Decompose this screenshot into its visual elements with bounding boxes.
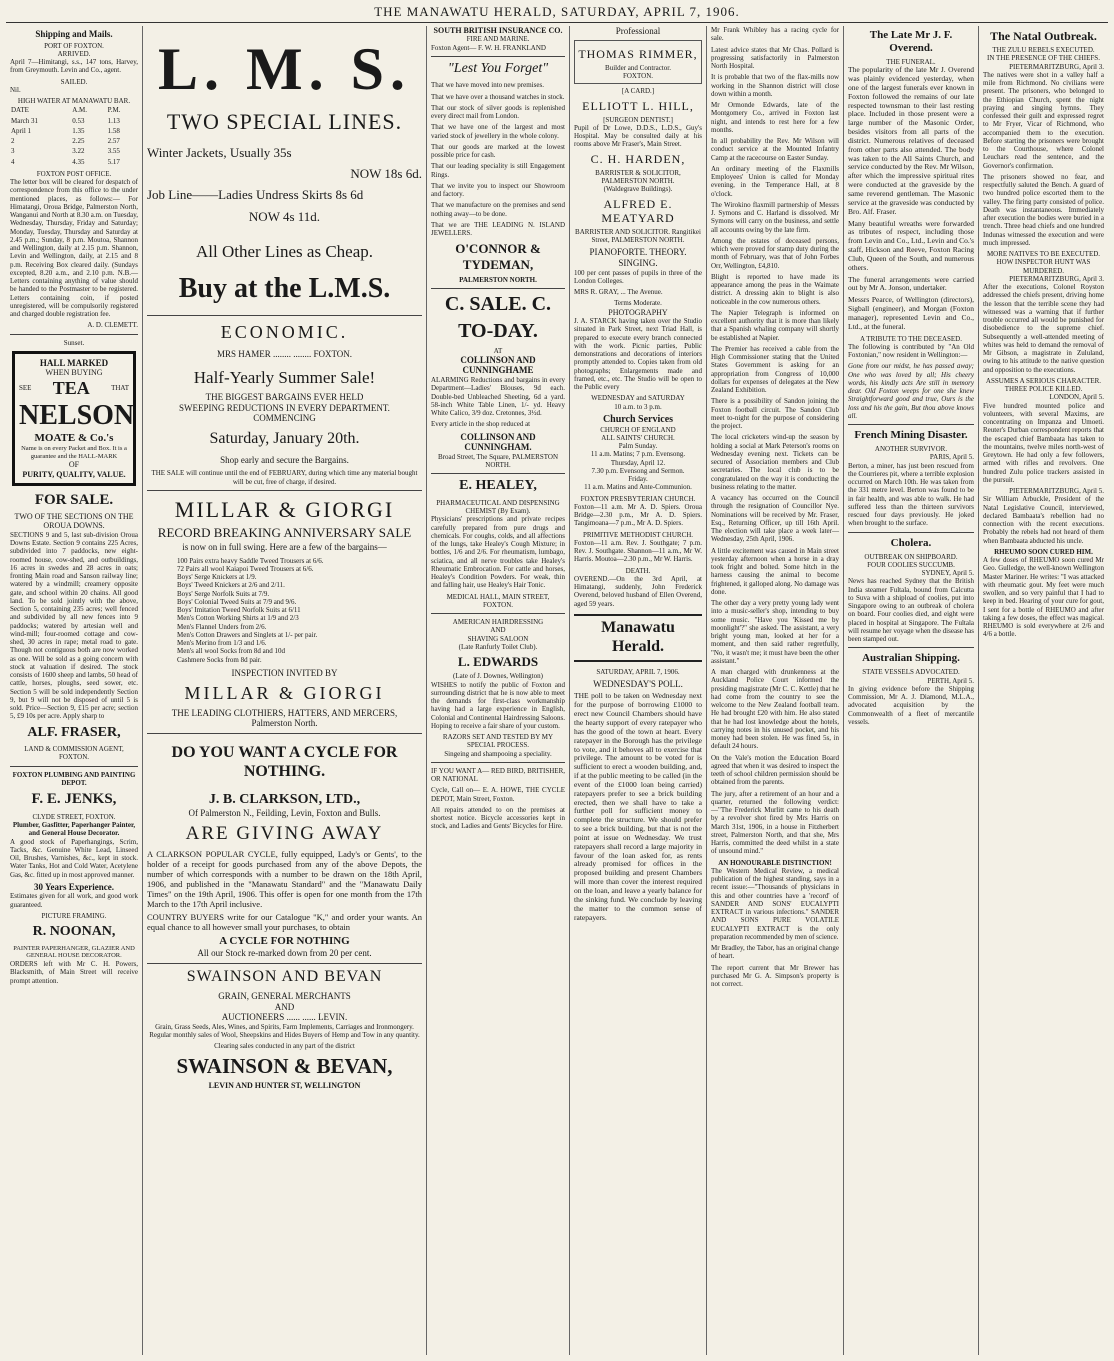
cholera-text: News has reached Sydney that the British India steamer Fultala, bound from Calcutta to Suva with a shipload of coolies, put into Singapore owing to an outbreak of cholera on board. Four coolies died, and eight were placed in hospital at Singapore. The Fultala will resume her voyage when the disease has been stamped out. xyxy=(848,577,974,644)
port-heading: PORT OF FOXTON. xyxy=(44,41,104,50)
bargain-item: Boys' Serge Knickers at 1/9. xyxy=(177,573,257,582)
mrs-gray: MRS R. GRAY, ... The Avenue. xyxy=(574,288,663,297)
bargain-item: Boys' Tweed Knickers at 2/6 and 2/11. xyxy=(177,581,285,590)
wednesdays-poll-text: THE poll to be taken on Wednesday next for the purpose of borrowing £1000 to erect new Council Chambers should have the hearty support of every ratepayer who has the good of the town at heart. Every ratepayer in the Borough has the privilege to vote, and it behoves all to exercise that privilege. The amount to be voted for is sufficient to erect a wooden building, and, if at the public meeting to be called (in the event of the £1000 loan being carried) ratepayers prefer to see a brick building erected, then we shall have to take a further poll for sufficient money to complete the structure. We should prefer to see a brick building, but that is not the point at issue on Wednesday. We trust ratepayers shall record a large majority in favour of the loan asked for, as rents already promised for offices in the proposed building and present Chambers will more than cover the interest required on the loan, and leave a yearly balance for the sinking fund. We conclude by leaving the matter to the common sense of ratepayers. xyxy=(574,691,702,922)
mrs-hamer: MRS HAMER ........ ........ FOXTON. xyxy=(216,349,353,360)
rimmer-place: FOXTON. xyxy=(622,72,653,81)
collinson-name: COLLINSON AND CUNNINGHAM. xyxy=(460,431,536,453)
methodist-text: Foxton—11 a.m. Rev. J. Southgate; 7 p.m. Rev. J. Southgate. Shannon—11 a.m., Mr W. Harris. Moutoa—2.30 p.m., Mr W. Harris. xyxy=(574,538,702,564)
tide-cell: 3.22 xyxy=(72,147,85,156)
arrived-text: April 7—Himitangi, s.s., 147 tons, Harvey, from Greymouth. Levin and Co., agent. xyxy=(10,58,138,75)
fraser-subtitle: LAND & COMMISSION AGENT, FOXTON. xyxy=(24,745,124,762)
bargain-item: Boys' Colonial Tweed Suits at 7/9 and 9/6. xyxy=(177,597,297,606)
jenks-text: A good stock of Paperhangings, Scrim, Tacks, &c. Genuine White Lead, Linseed Oil, Brushes, Varnishes, &c., kept in stock. Water Tanks, Hot and Cold Water, Acetylene Gas, &c. fitted up in most approved manner. xyxy=(10,837,138,879)
tide-row xyxy=(10,136,138,146)
tide-cell: April 1 xyxy=(11,126,32,135)
professional-heading: Professional xyxy=(615,26,661,36)
noonan-name: R. NOONAN, xyxy=(32,924,116,940)
tea-purity: PURITY, QUALITY, VALUE. xyxy=(22,469,126,479)
bargain-item: Cashmere Socks from 8d pair. xyxy=(177,655,262,664)
natal-text: Five hundred mounted police and volunteers, with several Maxims, are concentrating on Impanza and Umoeti. Reuter's Durban correspondent reports that the escaped chief Bambaata has taken to the mountains, twelve miles north-west of Greytown. He had only a few followers, armed with rifles and revolvers. One hundred Zulu police trackers assisted in the pursuit. xyxy=(983,401,1104,484)
australian-shipping-heading: Australian Shipping. xyxy=(862,652,960,665)
high-water-heading: HIGH WATER AT MANAWATU BAR. xyxy=(17,97,131,106)
funeral-heading: THE FUNERAL. xyxy=(886,57,936,66)
tea-when-buying: WHEN BUYING xyxy=(45,368,103,378)
for-sale-heading: FOR SALE. xyxy=(34,492,114,509)
clarkson-locations: Of Palmerston N., Feilding, Levin, Foxton and Bulls. xyxy=(188,808,381,819)
state-vessels: STATE VESSELS ADVOCATED. xyxy=(862,668,960,677)
rheumo-heading: RHEUMO SOON CURED HIM. xyxy=(994,547,1093,556)
tide-header-cell: P.M. xyxy=(107,106,121,115)
alarming-reductions: ALARMING Reductions and bargains in every Department—Ladies' Blouses, 9d each. Double-bed Unbleached Sheeting, 6d a yard. 58-inch White Table Linen, 1/- yd. Heavy White Calico, 3/9 doz. Cretonnes, 3½d. xyxy=(431,376,565,418)
rheumo-text: A few doses of RHEUMO soon cured Mr Geo. Gulledge, the well-known Wellington Master Mariner. He writes: "I was attacked with rheumatic gout. My feet were much swollen, and so very painful that I had to keep in bed. Hearing of your cure for gout, I sent for a bottle of RHEUMO and after taking a few doses, the effect was magical. RHEUMO is sold everywhere at 2/6 and 4/6 a bottle. xyxy=(983,556,1104,639)
full-swing: is now on in full swing. Here are a few of the bargains— xyxy=(182,542,387,553)
sailed-label: SAILED. xyxy=(60,77,88,86)
another-survivor: ANOTHER SURVIVOR. xyxy=(874,445,948,454)
honourable-distinction-text: The Western Medical Review, a medical publication of the highest standing, says in a recent issue:—"Thousands of physicians in this and other countries have a 'record' of SANDER AND SONS' EUCALYPTI EXTRACT in various infections." SANDER AND SONS PURE VOLATILE EUCALYPTI EXTRACT is the only preparation recommended by men of science. xyxy=(711,866,839,941)
divider xyxy=(848,424,974,425)
collinson-heading: COLLINSON AND CUNNINGHAME xyxy=(460,354,536,376)
masthead: THE MANAWATU HERALD, SATURDAY, APRIL 7, 1906. xyxy=(6,4,1108,23)
jenks-name: F. E. JENKS, xyxy=(31,791,117,808)
news-item: Among the estates of deceased persons, which were proved for stamp duty during the month of February, was that of John Forbes Orr, Wellington, £4,810. xyxy=(711,236,839,270)
tide-table xyxy=(10,105,138,167)
divider xyxy=(431,473,565,474)
job-line-price: NOW 4s 11d. xyxy=(248,208,321,224)
edwards-text: WISHES to notify the public of Foxton and surrounding district that he is now able to meet the demands for first-class workmanship having had a large experience in English, Colonial and Continental Hairdressing Saloons. Hoping to receive a fair share of your custom. xyxy=(431,680,565,730)
all-saints: ALL SAINTS' CHURCH. xyxy=(601,433,675,442)
buy-at-lms: Buy at the L.M.S. xyxy=(178,273,391,305)
more-natives: MORE NATIVES TO BE EXECUTED. xyxy=(986,250,1101,259)
harden-place: (Waldegrave Buildings). xyxy=(603,185,673,194)
fraser-name: ALF. FRASER, xyxy=(27,724,121,740)
meatyard-role: BARRISTER AND SOLICITOR. Rangitikei Street, PALMERSTON NORTH. xyxy=(575,227,701,245)
commencing: COMMENCING xyxy=(253,413,316,424)
two-special-lines: TWO SPECIAL LINES. xyxy=(166,108,403,134)
today: TO-DAY. xyxy=(458,319,538,342)
record-sale: RECORD BREAKING ANNIVERSARY SALE xyxy=(157,524,412,540)
lest-you-forget: "Lest You Forget" xyxy=(447,60,549,76)
healey-subtitle: PHARMACEUTICAL AND DISPENSING CHEMIST (By Exam). xyxy=(436,498,560,515)
cycle-heading: DO YOU WANT A CYCLE FOR NOTHING. xyxy=(171,744,398,780)
zulu-rebels: THE ZULU REBELS EXECUTED. xyxy=(992,46,1095,55)
shop-early: Shop early and secure the Bargains. xyxy=(220,454,349,465)
tea-advert xyxy=(12,351,136,486)
bargain-item: Men's all wool Socks from 8d and 10d xyxy=(177,647,286,656)
column-6 xyxy=(844,26,979,1355)
news-item: The Premier has received a cable from the High Commissioner stating that the United States Government is asking for an appropriation from Congress of 10,000 dollars for expenses of delegates at the New Zealand Exhibition. xyxy=(711,344,839,394)
starck-days: WEDNESDAY and SATURDAY xyxy=(591,394,685,403)
natal-text: The prisoners showed no fear, and respectfully saluted the Bench. A guard of two hundred police escorted them to the valley. The firing party consisted of police. Death was instantaneous. Immediately after execution the bodies were buried in a trench. Three head chiefs and one hundred Indunas witnessed the execution and were much impressed. xyxy=(983,172,1104,247)
edwards-subtitle: (Late of J. Downes, Wellington) xyxy=(453,672,543,681)
arrangements-text: The funeral arrangements were carried out by Mr A. Jonson, undertaker. xyxy=(848,274,974,293)
paris-dateline: PARIS, April 5. xyxy=(929,453,974,462)
news-item: The local cricketers wind-up the season by holding a social at Mark Peterson's rooms on Wednesday evening next. Tickets can be secured of Association members and Club secretaries. The local club is to be congratulated on the way it is conducting the business relating to the matter. xyxy=(711,433,839,491)
healey-name: E. HEALEY, xyxy=(459,478,537,494)
news-item: An ordinary meeting of the Flaxmills Employees' Union is called for Monday evening, in the Temperance Hall, at 8 o'clock. xyxy=(711,164,839,198)
jenks-experience: 30 Years Experience. xyxy=(34,881,114,892)
news-item: On the Vale's motion the Education Board agreed that when it was desired to inspect the teeth of school children permission should be obtained from the parents. xyxy=(711,753,839,787)
divider xyxy=(10,766,138,767)
friday-times: 11 a.m. Matins and Ante-Communion. xyxy=(584,483,692,492)
tribute-text: The following is contributed by "An Old Foxtonian," now resident in Wellington:— xyxy=(848,342,974,360)
jeweller-item: That our leading speciality is still Engagement Rings. xyxy=(431,162,565,179)
tribute-heading: A TRIBUTE TO THE DECEASED. xyxy=(860,334,962,343)
picture-framing: PICTURE FRAMING. xyxy=(41,911,107,920)
half-yearly-sale: Half-Yearly Summer Sale! xyxy=(193,367,376,387)
tide-header-cell: DATE xyxy=(11,106,29,115)
column-2 xyxy=(143,26,427,1355)
winter-jackets-price: NOW 18s 6d. xyxy=(350,166,422,182)
swainson-auctioneers: AUCTIONEERS ...... ...... LEVIN. xyxy=(221,1012,348,1023)
hill-role: [SURGEON DENTIST.] xyxy=(603,115,673,124)
tide-cell: March 31 xyxy=(11,116,39,125)
news-item: Blight is reported to have made its appearance among the peas in the Waimate district. A dressing akin to blight is also noticeable in the cow numerous others. xyxy=(711,272,839,306)
bargain-item: Men's Merino from 1/3 and 1/6. xyxy=(177,639,267,648)
wednesdays-poll-heading: WEDNESDAY'S POLL. xyxy=(593,678,683,689)
rimmer-name: THOMAS RIMMER, xyxy=(578,46,698,61)
tribute-poem: Gone from our midst, he has passed away; One who was loved by all; His cheery words, his kindly acts Are still in memory dear. Old Foxton weeps for one she knew Straightforward good and true, Ours is the loss and his the gain, But thou above knows all. xyxy=(848,362,974,420)
news-item: Mr Frank Whibley has a racing cycle for sale. xyxy=(711,26,839,43)
tide-cell: 5.17 xyxy=(107,157,120,166)
lms-logo: L. M. S. xyxy=(157,36,412,102)
inspection-invited: INSPECTION INVITED BY xyxy=(231,667,338,678)
country-buyers: COUNTRY BUYERS write for our Catalogue "K," and order your wants. An equal chance to all however small your purchases, to obtain xyxy=(147,912,422,933)
jeweller-item: That our goods are marked at the lowest possible price for cash. xyxy=(431,142,565,160)
c-sale-c: C. SALE. C. xyxy=(444,293,552,316)
razors: RAZORS SET AND TESTED BY MY SPECIAL PROCESS. xyxy=(442,733,554,750)
french-mining-text: Berton, a miner, has just been rescued from the Courrieres pit, where a terrible explosion occurred on March 10th. He was taken from the 331 metre level. Berton was found to be in fair health, and was able to walk. He had suffered less than the thirteen survivors rescued four days previously. He joked when brought to the surface. xyxy=(848,461,974,528)
divider xyxy=(10,334,138,335)
divider xyxy=(147,315,422,316)
news-item: The Wirokino flaxmill partnership of Messrs J. Symons and C. Harland is dissolved. Mr Symons will carry on the business, and settle all accounts owing by the late firm. xyxy=(711,200,839,234)
funeral-text: The popularity of the late Mr J. Overend was plainly evidenced yesterday, when one of the largest funerals ever known in Foxton followed the remains of our late respected townsman to their last resting place. Included in those present were a large number of the Masonic Order, besides visitors from all parts of the district. Numerous relatives of deceased from other parts also attended. The body was taken to the All Saints Church, and service conducted by the Rev. Mr Wilson, after which the impressive spiritual rites were conducted at the graveside by the same reverend gentleman. The Masonic service at the graveside was conducted by Bro. Alf. Fraser. xyxy=(848,65,974,216)
column-1 xyxy=(6,26,143,1355)
news-item: The jury, after a retirement of an hour and a quarter, returned the following verdict:—"The Frederick Murlitt came to his death by a revolver shot fired by Mrs Harris on March 31st, 1906, in a house in Fitzherbert street, Palmerston North, and that she, Mrs Harris, committed the deed whilst in a state of unsound mind." xyxy=(711,789,839,856)
hill-name: ELLIOTT L. HILL, xyxy=(582,98,694,113)
a-card: [A CARD.] xyxy=(621,87,655,96)
noonan-subtitle: PAINTER PAPERHANGER, GLAZIER AND GENERAL HOUSE DECORATOR. xyxy=(13,944,135,960)
friday: Friday. xyxy=(628,475,648,484)
tide-header-row xyxy=(10,105,138,115)
tide-cell: 2.25 xyxy=(72,137,85,146)
presbyterian-text: Foxton—11 a.m. Mr A. D. Spiers. Oroua Bridge—2.30 p.m., Mr A. D. Spiers. Tangimoana—7 p.m., Mr A. D. Spiers. xyxy=(574,502,702,528)
singeing: Singeing and shampooing a speciality. xyxy=(444,749,552,758)
job-line: Job Line——Ladies Undress Skirts 8s 6d xyxy=(147,187,364,203)
news-item: Mr Ormonde Edwards, late of the Montgomery Co., arrived in Foxton last night, and intends to rest here for a few months. xyxy=(711,101,839,134)
divider xyxy=(848,532,974,533)
sydney-dateline: SYDNEY, April 5. xyxy=(921,569,974,578)
post-office-text: The letter box will be cleared for despatch of correspondence from this office to the under mentioned places, as follows:— For Himatangi, Oroua Bridge, Palmerston North, Wanganui and North at 8.30 a.m. on Tuesday, Wednesday, Thursday, Friday and Saturday; Monday, Tuesday, Thursday and Saturday at 2.45 p.m.; Sunday, 8 p.m. Moutoa, Shannon and Wellington, daily at 2.15 p.m. Shannon, Levin and Wellington, daily, at 2.15 and 8 p.m. Receiving Box cleared daily. (Sundays excepted, 8.20 a.m., and 2.10 p.m. N.B.—Letters containing anything of value should be handed to the Postmaster to be registered. Letters containing coin, if posted unregistered, will be compulsorily registered and charged double registration fee. xyxy=(10,178,138,319)
starck-text: J. A. STARCK having taken over the Studio situated in Park Street, next Triad Hall, is prepared to execute every branch connected with the work. Picnic parties, Public demonstrations and decorations of interiors promptly attended to. Copies taken from old photographs; Enlargements made and framed, etc., etc. The Studio will be open to the Public every xyxy=(574,317,702,392)
jeweller-item: That our stock of silver goods is replenished every direct mail from London. xyxy=(431,103,565,121)
french-mining-heading: French Mining Disaster. xyxy=(854,429,968,442)
collinson-address: Broad Street, The Square, PALMERSTON NORTH. xyxy=(437,452,559,469)
sweeping-reductions: SWEEPING REDUCTIONS IN EVERY DEPARTMENT. xyxy=(179,402,390,413)
honourable-distinction-heading: AN HONOURABLE DISTINCTION! xyxy=(718,858,832,867)
news-item: The Napier Telegraph is informed on excellent authority that it is more than likely that a Spanish whaling company will shortly be established at Napier. xyxy=(711,308,839,342)
divider xyxy=(147,963,422,964)
three-police: THREE POLICE KILLED. xyxy=(1004,385,1083,394)
economic-heading: ECONOMIC. xyxy=(220,322,349,343)
rimmer-role: Builder and Contractor. xyxy=(605,63,671,72)
post-office-heading: FOXTON POST OFFICE. xyxy=(36,169,112,178)
news-item: A little excitement was caused in Main street yesterday afternoon when a horse in a dray took fright and bolted. Some hitch in the harness causing the animal to become frightened, it galloped along. No damage was done. xyxy=(711,546,839,596)
jenks-role: Plumber, Gasfitter, Paperhanger Painter, and General House Decorator. xyxy=(12,821,136,838)
divider xyxy=(431,56,565,57)
american-hairdressing: AMERICAN HAIRDRESSING xyxy=(452,618,544,626)
tea-brand: NELSON xyxy=(19,400,135,432)
divider xyxy=(147,490,422,491)
winter-jackets: Winter Jackets, Usually 35s xyxy=(147,144,292,160)
at-label: AT xyxy=(493,346,503,355)
fire-marine: FIRE AND MARINE. xyxy=(466,35,530,44)
news-item: A vacancy has occurred on the Council through the resignation of Councillor Nye. Nominations will be received by Mr. Fraser, Esq., Returning Officer, up till 16th April. The election will take place a week later—Wednesday, 25th April, 1906. xyxy=(711,494,839,544)
jeweller-item: That we invite you to inspect our Showroom and factory. xyxy=(431,181,565,199)
swainson-address: LEVIN AND HUNTER ST, WELLINGTON xyxy=(208,1081,361,1091)
tide-cell: 1.35 xyxy=(72,126,85,135)
news-item: The other day a very pretty young lady went into a music-seller's shop, intending to buy some music. "Have you 'Kissed me by moonlight'?" she asked. The assistant, a very bright young man, looked at her for a moment, and then said rather regretfully, "No, it wasn't me; it must have been the other assistant." xyxy=(711,599,839,665)
clarkson-name: J. B. CLARKSON, LTD., xyxy=(208,791,361,807)
tea-that: THAT xyxy=(111,384,129,393)
noonan-text: ORDERS left with Mr C. H. Powers, Blacksmith, of Main Street will receive prompt attention. xyxy=(10,960,138,985)
pietermaritzburg-dateline: PIETERMARITZBURG, April 3. xyxy=(1009,274,1104,283)
clearing-sales: Clearing sales conducted in any part of the district xyxy=(214,1042,355,1051)
presence-chiefs: IN THE PRESENCE OF THE CHIEFS. xyxy=(987,54,1100,63)
late-ranfurly: (Late Ranfurly Toilet Club). xyxy=(458,642,538,651)
insurance-heading: SOUTH BRITISH INSURANCE CO. xyxy=(433,26,563,35)
news-item: A man charged with drunkenness at the Auckland Police Court informed the presiding magistrate (Mr C. C. Kettle) that he had come from the country to see the welcome to the New Zealand football team. He had brought £20 with him. He also stated that he had lost knowledge about the hotels, carrying notes in his unused pocket, and his money had been stolen. He was fined 5s, in default 24 hours. xyxy=(711,668,839,751)
thursday: Thursday, April 12. xyxy=(610,458,666,467)
tide-row xyxy=(10,116,138,126)
overend-heading: The Late Mr J. F. Overend. xyxy=(869,29,953,54)
tide-row xyxy=(10,146,138,156)
medical-hall: MEDICAL HALL, MAIN STREET, FOXTON. xyxy=(446,592,550,609)
oconnor-location: PALMERSTON NORTH. xyxy=(459,276,537,285)
meatyard-name: ALFRED E. MEATYARD xyxy=(601,196,675,225)
jeweller-item: That we manufacture on the premises and send nothing away—to be done. xyxy=(431,201,565,218)
tide-row xyxy=(10,126,138,136)
shipping-heading: Shipping and Mails. xyxy=(35,29,113,39)
palmerston-north: Palmerston North. xyxy=(251,718,318,729)
tea-word: TEA xyxy=(52,377,90,398)
bargain-item: Men's Cotton Working Shirts at 1/9 and 2/3 xyxy=(177,614,299,623)
presbyterian-heading: FOXTON PRESBYTERIAN CHURCH. xyxy=(580,494,696,503)
australian-shipping-text: In giving evidence before the Shipping Commission, Mr A. J. Diamond, M.L.A., advocated acquisition by the Commonwealth of a fleet of mercantile vessels. xyxy=(848,684,974,726)
for-sale-subheading: TWO OF THE SECTIONS ON THE OROUA DOWNS. xyxy=(14,512,134,531)
herald-nameplate: Manawatu Herald. xyxy=(574,614,702,662)
divider xyxy=(431,762,565,763)
edwards-name: L. EDWARDS xyxy=(457,654,539,669)
bargain-item: Men's Flannel Unders from 2/6. xyxy=(177,622,267,631)
terms: Terms Moderate. xyxy=(614,299,662,308)
sailed-text: Nil. xyxy=(10,85,21,94)
arrived-label: ARRIVED. xyxy=(57,49,91,58)
divider xyxy=(431,613,565,614)
inspector-hunt: HOW INSPECTOR HUNT WAS MURDERED. xyxy=(996,258,1091,275)
oconnor-tydeman: O'CONNOR & TYDEMAN, xyxy=(455,241,541,272)
four-coolies: FOUR COOLIES SUCCUMB. xyxy=(867,560,955,569)
tide-cell: 0.53 xyxy=(72,116,85,125)
jeweller-item: That we have one of the largest and most varied stock of jewellery in the whole colony. xyxy=(431,123,565,140)
jeweller-item: That we have moved into new premises. xyxy=(431,81,544,90)
bargain-item: Men's Cotton Drawers and Singlets at 1/- per pair. xyxy=(177,630,318,639)
tide-cell: 3.55 xyxy=(107,147,120,156)
millar-giorgi-logo: MILLAR & GIORGI xyxy=(174,496,395,522)
natal-text: The natives were shot in a valley half a mile from Richmond. No civilians were present. The prisoners, who belonged to the Ethiopian Church, spent the night praying and singing hymns. They confessed their guilt and expressed regret to Mr Fryer, Vicar of Richmond, who accompanied them to the execution. Before starting the prisoners were brought to the Courthouse, where Colonel Leuchars read the sentence, and the Governor's confirmation. xyxy=(983,70,1104,170)
piano-text: 100 per cent passes of pupils in three of the London Colleges. xyxy=(574,268,702,285)
cholera-heading: Cholera. xyxy=(890,536,932,549)
cycle-repairs: All repairs attended to on the premises at shortest notice. Bicycle accessories kept in stock, and Ladies and Gents' Bicycles for Hire. xyxy=(431,805,565,831)
natal-heading: The Natal Outbreak. xyxy=(990,29,1097,43)
palm-sunday: Palm Sunday. xyxy=(618,442,658,451)
divider xyxy=(431,288,565,289)
outbreak-shipboard: OUTBREAK ON SHIPBOARD. xyxy=(864,552,958,561)
foxton-agent: Foxton Agent— F. W. H. FRANKLAND xyxy=(431,43,546,52)
swainson-and: AND xyxy=(274,1001,295,1012)
news-item: The report current that Mr Brewer has purchased Mr G. A. Simpson's property is not correct. xyxy=(711,963,839,988)
tide-cell: 1.58 xyxy=(107,126,120,135)
bargain-list xyxy=(147,557,422,664)
plumbing-heading: FOXTON PLUMBING AND PAINTING DEPOT. xyxy=(12,770,136,787)
biggest-bargains: THE BIGGEST BARGAINS EVER HELD xyxy=(205,392,364,403)
death-notice: OVEREND.—On the 3rd April, at Himatangi, suddenly, John Frederick Overend, beloved husband of Ellen Overend, aged 59 years. xyxy=(574,574,702,608)
bargain-item: 72 Pairs all wool Kaiapoi Tweed Trousers at 6/6. xyxy=(177,564,314,573)
harden-name: C. H. HARDEN, xyxy=(590,151,686,166)
tea-note: Name is on every Packet and Box. It is a guarantee and the HALL-MARK xyxy=(21,445,127,460)
pietermaritzburg-dateline: PIETERMARITZBURG, April 3. xyxy=(1009,62,1104,71)
london-dateline: LONDON, April 5. xyxy=(1049,393,1104,402)
sunset-heading: Sunset. xyxy=(63,338,85,347)
news-item: There is a possibility of Sandon joining the Foxton football circuit. The Sandon Club meet to-night for the purpose of considering the project. xyxy=(711,397,839,430)
rimmer-card xyxy=(574,40,702,85)
bargain-item: Boys' Serge Norfolk Suits at 7/9. xyxy=(177,589,270,598)
news-item: It is probable that two of the flax-mills now working in the Shannon district will close down within a month. xyxy=(711,73,839,98)
tea-see: SEE xyxy=(19,384,32,393)
tide-header-cell: A.M. xyxy=(72,106,88,115)
pearce-text: Messrs Pearce, of Wellington (directors), Sigball (engineer), and Morgan (Foxton manager), represented Levin and Co., Ltd., at the funeral. xyxy=(848,295,974,331)
jeweller-item: That we have over a thousand watches in stock. xyxy=(431,92,565,101)
natal-text: Sir William Arbuckle, President of the Natal Legislative Council, interviewed, declared Bambaata's rebellion had no connection with the recent executions. Probably the rebels had not heard of them when Bambaata abducted his uncle. xyxy=(983,495,1104,545)
giving-away: ARE GIVING AWAY xyxy=(185,822,384,844)
tide-cell: 2.57 xyxy=(107,137,120,146)
shaving-saloon: SHAVING SALOON xyxy=(467,634,529,643)
leading-clothiers: THE LEADING CLOTHIERS, HATTERS, AND MERCERS, xyxy=(171,707,398,718)
jenks-address: CLYDE STREET, FOXTON. xyxy=(32,812,116,821)
tea-of: OF xyxy=(68,460,80,470)
starck-time: 10 a.m. to 3 p.m. xyxy=(614,402,662,411)
divider xyxy=(147,733,422,734)
other-lines: All Other Lines as Cheap. xyxy=(195,242,374,262)
bargain-item: 100 Pairs extra heavy Saddle Tweed Trousers at 6/6. xyxy=(177,556,324,565)
news-item: Mr Bradley, the Tabor, has an original change of heart. xyxy=(711,944,839,961)
tea-company: MOATE & Co.'s xyxy=(34,432,114,445)
millar-giorgi-name: MILLAR & GIORGI xyxy=(184,682,385,703)
column-5 xyxy=(707,26,844,1355)
cycle-for-nothing: A CYCLE FOR NOTHING xyxy=(219,935,350,948)
clarkson-text: A CLARKSON POPULAR CYCLE, fully equipped, Lady's or Gents', to the holder of a receipt for goods purchased from any of the above Depots, the number of which corresponds with a number to be drawn on the 18th April, 1906, and published in the "Manawatu Standard" and the "Manawatu Daily Times" on the 19th April, 1906. This offer is open for one month from the 17th March to the 17th April inclusive. xyxy=(147,849,422,910)
sale-date: Saturday, January 20th. xyxy=(209,429,360,447)
methodist-heading: PRIMITIVE METHODIST CHURCH. xyxy=(582,530,694,539)
howe-cycle: Cycle, Call on— E. A. HOWE, THE CYCLE DEPOT, Main Street, Foxton. xyxy=(431,786,565,803)
for-sale-text: SECTIONS 9 and 5, last sub-division Oroua Downs Estate. Section 9 contains 225 Acres, subdivided into 7 paddocks, new eight-roomed house, cow-shed, and outbuildings, 16 acres in swedes and 28 acres in oats; fronting Main road and Sanson railway line; watered by a windmill; creamery opposite gate, and school within 20 chains. All good land. To be sold jointly with the above, Section 5, containing 235 acres; well fenced and subdivided by all new fences into 9 paddocks; watered by artesian well and wind-mill; four-roomed cottage and cow-shed, 30 acres in rape; metal road to gate. Though not contiguous both are now worked as one. Will be sold as a going concern with stock at valuation if desired. The stock consists of 1600 sheep and lambs, 50 head of cattle, horses, ploughs, seed sower, etc. Section 5 will be sold independently Section 9, but 9 will not be disposed of until 5 is sold. Price—Section 9, £15 per acre; section 5, £9 10s per acre. Apply sharp to xyxy=(10,530,138,721)
swainson-heading: SWAINSON AND BEVAN xyxy=(186,968,383,986)
jeweller-item: That we are THE LEADING N. ISLAND JEWELLERS. xyxy=(431,220,565,238)
hill-text: Pupil of Dr Lowe, D.D.S., L.D.S., Guy's Hospital. May be consulted daily at his rooms above Mr Fraser's, Main Street. xyxy=(574,123,702,149)
tide-cell: 2 xyxy=(11,137,15,146)
divider xyxy=(848,647,974,648)
column-4 xyxy=(570,26,707,1355)
church-of-england: CHURCH OF ENGLAND xyxy=(600,425,676,434)
photography-heading: PHOTOGRAPHY xyxy=(608,307,668,317)
hairdressing-and: AND xyxy=(490,626,506,635)
church-services-heading: Church Services xyxy=(602,413,674,425)
tide-cell: 4.35 xyxy=(72,157,85,166)
pietermaritzburg-dateline: PIETERMARITZBURG, April 5. xyxy=(1009,487,1104,496)
tide-cell: 3 xyxy=(11,147,15,156)
jenks-estimates: Estimates given for all work, and good work guaranteed. xyxy=(10,892,138,909)
thursday-times: 7.30 p.m. Evensong and Sermon. xyxy=(591,466,685,475)
herald-date: SATURDAY, APRIL 7, 1906. xyxy=(596,667,680,676)
bargain-item: Boys' Imitation Tweed Norfolk Suits at 6/11 xyxy=(177,606,301,615)
death-heading: DEATH. xyxy=(625,566,651,575)
piano-heading: PIANOFORTE. THEORY. SINGING. xyxy=(589,247,687,268)
swainson-bevan-logo: SWAINSON & BEVAN, xyxy=(176,1054,393,1079)
news-item: Latest advice states that Mr Chas. Pollard is progressing satisfactorily in Palmerston North Hospital. xyxy=(711,45,839,70)
stock-remarked: All our Stock re-marked down from 20 per cent. xyxy=(197,948,372,959)
column-7 xyxy=(979,26,1108,1355)
tide-cell: 4 xyxy=(11,157,15,166)
sunday-times: 11 a.m. Matins; 7 p.m. Evensong. xyxy=(590,450,686,459)
healey-text: Physicians' prescriptions and private recipes carefully prepared from pure drugs and chemicals. For coughs, colds, and all affections of the lungs, take Healey's Cough Mixture; in bottles, 1/6 and 2/6. For rheumatism, lumbago, sciatica, and all nerve troubles take Healey's Rheumatic Embrocation. For cattle and horses, Healey's Condition Powders. For weak, thin and falling hair, use Healey's Hair Tonic. xyxy=(431,515,565,590)
swainson-sub: GRAIN, GENERAL MERCHANTS xyxy=(218,990,351,1001)
tide-row xyxy=(10,157,138,167)
news-item: In all probability the Rev. Mr Wilson will conduct service at the Mounted Infantry Camp at the racecourse on Easter Sunday. xyxy=(711,137,839,162)
every-article: Every article in the shop reduced at xyxy=(431,420,531,429)
tide-cell: 1.13 xyxy=(107,116,120,125)
harden-role: BARRISTER & SOLICITOR, PALMERSTON NORTH. xyxy=(595,168,681,186)
swainson-text: Grain, Grass Seeds, Ales, Wines, and Spirits, Farm Implements, Carriages and Ironmongery. Regular monthly sales of Wool, Sheepskins and Hides Buyers of Hemp and Tow in any quantity. xyxy=(149,1022,420,1039)
perth-dateline: PERTH, April 5. xyxy=(927,676,974,685)
wreaths-text: Many beautiful wreaths were forwarded as tributes of respect, including those from Levin and Co., Ltd., Levin and Co.'s staff, Hickson and Reeve, Foxton Racing Club, Queen of the South, and numerous others. xyxy=(848,218,974,272)
tea-hall-marked: HALL MARKED xyxy=(39,357,109,368)
post-office-signature: A. D. CLEMETT. xyxy=(87,321,138,330)
column-3 xyxy=(427,26,570,1355)
cycle-wanted: IF YOU WANT A— RED BIRD, BRITISHER, OR NATIONAL xyxy=(431,766,565,784)
serious-character: ASSUMES A SERIOUS CHARACTER. xyxy=(985,376,1102,385)
sale-continue: THE SALE will continue until the end of FEBRUARY, during which time any material bought will be cut, free of charge, if desired. xyxy=(151,469,418,486)
natal-text: After the executions, Colonel Royston addressed the chiefs present, driving home the lesson that the terrible scene they had witnessed was a warning that if further trouble occurred all would be punished for disobedience to the supreme chief. Subsequently a well-attended meeting of whites was held to demand the removal of Mr Gibson, a magistrate in Zululand, owing to his attitude to the native question and opposition to the executions. xyxy=(983,283,1104,374)
